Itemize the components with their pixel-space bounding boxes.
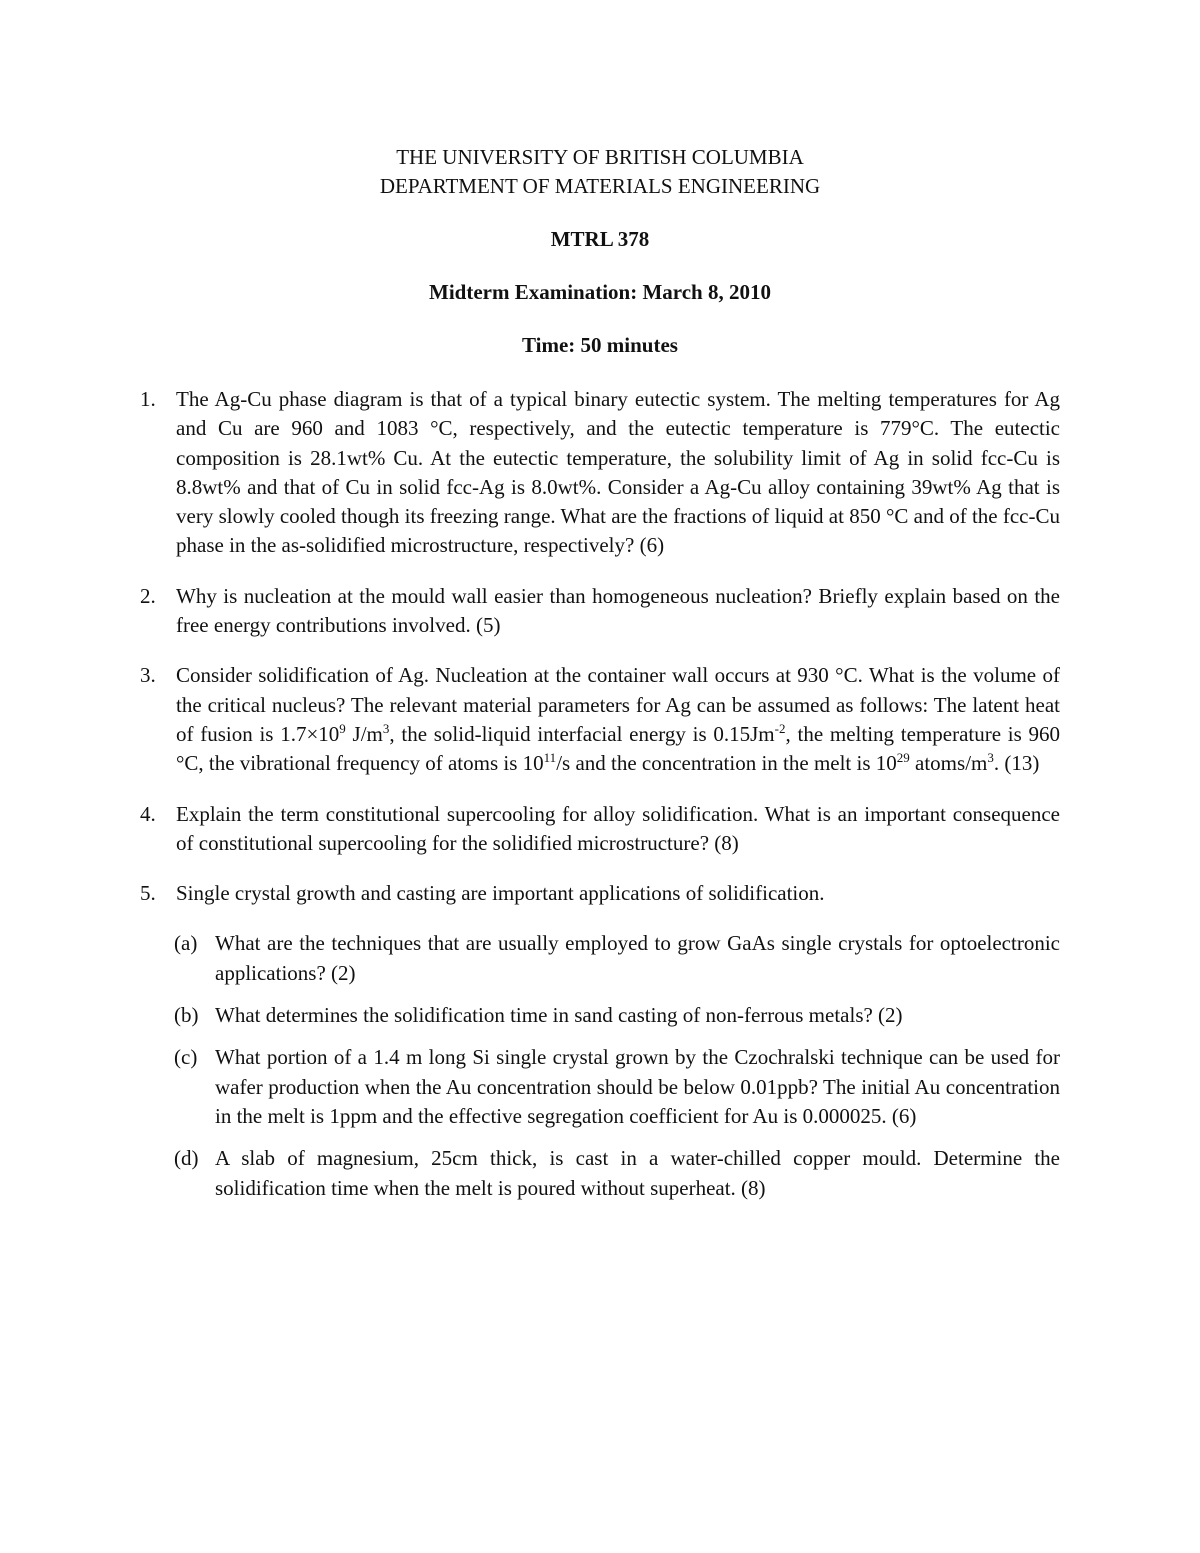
exponent: 9 (339, 720, 346, 736)
question-number: 4. (140, 801, 156, 826)
question-text (176, 661, 1060, 778)
text-segment: . (13) (993, 751, 1040, 776)
question-number: 1. (140, 387, 156, 411)
text-segment: atoms/m (909, 751, 988, 776)
question-number: 5. (140, 881, 156, 906)
question-number: 3. (140, 663, 156, 688)
question-4 (140, 800, 1060, 859)
question-number: 2. (140, 583, 156, 608)
exam-title: Midterm Examination: March 8, 2010 (429, 280, 771, 304)
subquestion-a (140, 929, 1060, 988)
time-limit: Time: 50 minutes (522, 333, 678, 357)
subquestion-label: (c) (174, 1045, 198, 1070)
question-text: The Ag-Cu phase diagram is that of a typical binary eutectic system. The melting temperatures for Ag and Cu are 960 and 1083 °C, respectively, and the eutectic temperature is 779°C. The eutectic composition is 28.1wt% Cu. At the eutectic temperature, the solubility limit of Ag in solid fcc-Cu is 8.8wt% and that of Cu in solid fcc-Ag is 8.0wt%. Consider a Ag-Cu alloy containing 39wt% Ag that is very slowly cooled though its freezing range. What are the fractions of liquid at 850 °C and of the fcc-Cu phase in the as-solidified microstructure, respectively? (6) (176, 387, 1060, 558)
subquestion-label: (b) (174, 1003, 199, 1028)
question-text: Why is nucleation at the mould wall easier than homogeneous nucleation? Briefly explain based on the free energy contributions involved. (5) (176, 583, 1060, 638)
exponent: 29 (896, 750, 910, 766)
subquestion-b (140, 1001, 1060, 1030)
subquestion-text: A slab of magnesium, 25cm thick, is cast in a water-chilled copper mould. Determine the solidification time when the melt is poured without superheat. (8) (215, 1146, 1060, 1200)
department-name: DEPARTMENT OF MATERIALS ENGINEERING (379, 174, 821, 198)
subquestion-text: What determines the solidification time in sand casting of non-ferrous metals? (2) (215, 1003, 903, 1028)
course-code: MTRL 378 (550, 227, 650, 251)
subquestion-text: What portion of a 1.4 m long Si single crystal grown by the Czochralski technique can be used for wafer production when the Au concentration should be below 0.01ppb? The initial Au concentration in the melt is 1ppm and the effective segregation coefficient for Au is 0.000025. (6) (215, 1045, 1060, 1128)
text-segment: J/m (345, 721, 383, 746)
exponent: -2 (774, 720, 786, 736)
text-segment: /s and the concentration in the melt is 10 (556, 751, 897, 776)
exponent: 3 (382, 720, 390, 736)
text-segment: , the solid-liquid interfacial energy is 0.15Jm (389, 721, 775, 746)
subquestion-d (140, 1144, 1060, 1203)
text-segment: , the melting temperature is 960 °C, the vibrational frequency of atoms is 10 (176, 721, 1061, 776)
question-2 (140, 582, 1060, 641)
subquestion-label: (a) (174, 931, 198, 956)
question-text: Single crystal growth and casting are important applications of solidification. (176, 881, 825, 906)
text-segment: Consider solidification of Ag. Nucleation at the container wall occurs at 930 °C. What is the volume of the critical nucleus? The relevant material parameters for Ag can be assumed as follows: The latent heat of fusion is 1.7×10 (176, 663, 1060, 746)
question-1 (140, 385, 1060, 561)
exam-header (0, 143, 1200, 360)
question-text: Explain the term constitutional supercooling for alloy solidification. What is an important consequence of constitutional supercooling for the solidified microstructure? (8) (176, 801, 1060, 855)
subquestion-text: What are the techniques that are usually employed to grow GaAs single crystals for optoelectronic applications? (2) (215, 931, 1060, 985)
subquestion-c (140, 1043, 1060, 1131)
question-5 (140, 879, 1060, 908)
question-list (140, 385, 1060, 1216)
exponent: 11 (543, 750, 557, 766)
question-3 (140, 661, 1060, 778)
exponent: 3 (987, 750, 994, 766)
subquestion-label: (d) (174, 1146, 199, 1171)
subquestion-list (140, 929, 1060, 1202)
university-name: THE UNIVERSITY OF BRITISH COLUMBIA (396, 145, 804, 169)
